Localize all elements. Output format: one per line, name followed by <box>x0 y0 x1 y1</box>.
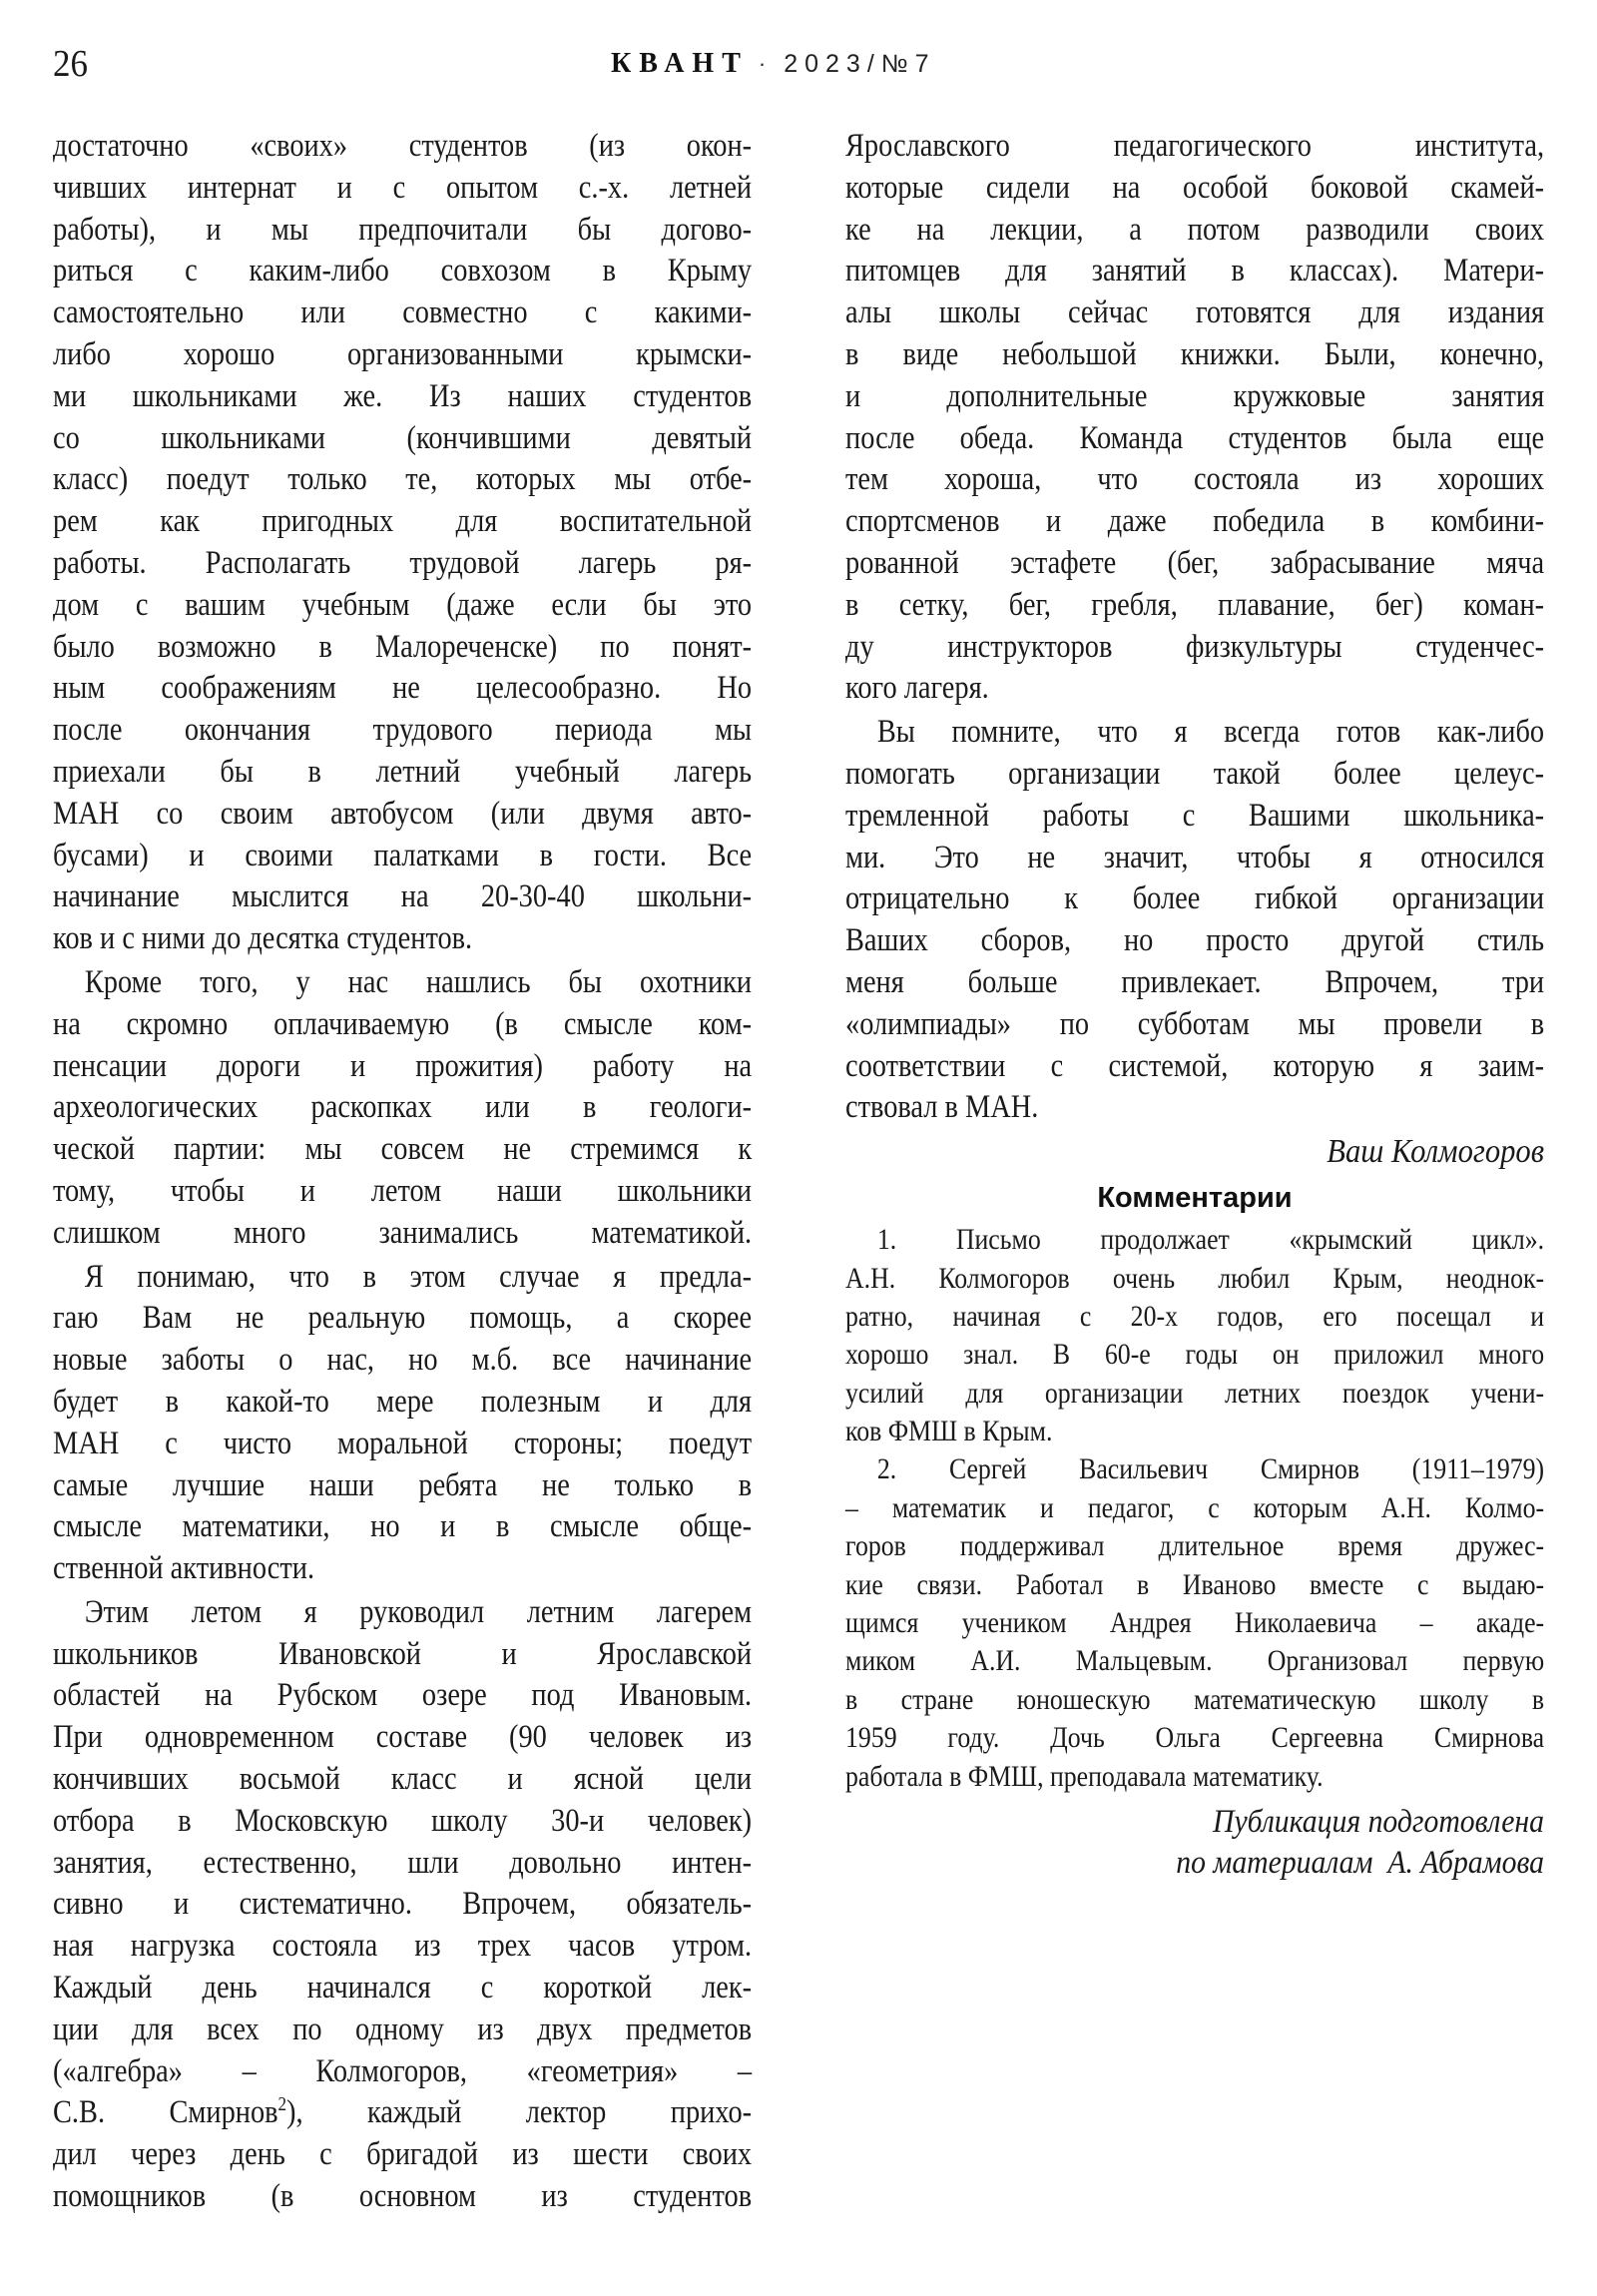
text-line: риться с каким-либо совхозом в Крыму <box>53 253 753 289</box>
text-line: слишком много занимались математикой. <box>53 1214 753 1251</box>
text-line: либо хорошо организованными крымски- <box>53 335 753 372</box>
note-line: 1959 году. Дочь Ольга Сергеевна Смирнова <box>845 1721 1545 1755</box>
publication-credit-line-1: Публикация подготовлена <box>1213 1803 1544 1840</box>
text-line: Я понимаю, что в этом случае я предла- <box>84 1258 753 1295</box>
text-line: ным соображениям не целесообразно. Но <box>53 670 753 707</box>
text-line: тремленной работы с Вашими школьника- <box>845 797 1545 834</box>
note-line: ков ФМШ в Крым. <box>845 1415 1053 1448</box>
text-line: Этим летом я руководил летним лагерем <box>84 1593 753 1630</box>
text-line: достаточно «своих» студентов (из окон- <box>53 128 753 164</box>
left-column <box>53 126 752 2218</box>
text-line: приехали бы в летний учебный лагерь <box>53 753 753 790</box>
text-line: класс) поедут только те, которых мы отбе- <box>53 461 753 498</box>
text-line: со школьниками (кончившими девятый <box>53 419 753 456</box>
text-line: ми. Это не значит, чтобы я относился <box>845 839 1545 875</box>
text-line: МАН со своим автобусом (или двумя авто- <box>53 795 753 832</box>
text-line: рованной эстафете (бег, забрасывание мяча <box>845 544 1545 581</box>
text-line: было возможно в Малореченске) по понят- <box>53 628 753 665</box>
text-line: сивно и систематично. Впрочем, обязатель- <box>53 1886 753 1923</box>
paragraph <box>53 1257 752 1590</box>
paragraph <box>53 126 752 960</box>
comment-note-1 <box>845 1221 1544 1450</box>
text-line: областей на Рубском озере под Ивановым. <box>53 1677 753 1714</box>
text-line: самостоятельно или совместно с какими- <box>53 294 753 331</box>
footnote-ref-line <box>53 2092 752 2134</box>
text-line: кого лагеря. <box>845 670 989 707</box>
text-line: Кроме того, у нас нашлись бы охотники <box>84 963 753 1000</box>
text-line: чивших интернат и с опытом с.-х. летней <box>53 169 753 206</box>
comments-heading: Комментарии <box>1097 1182 1293 1215</box>
text-line: будет в какой-то мере полезным и для <box>53 1383 753 1420</box>
text-line: отбора в Московскую школу 30-и человек) <box>53 1802 753 1839</box>
text-line: дом с вашим учебным (даже если бы это <box>53 586 753 623</box>
paragraph <box>845 712 1544 1129</box>
text-line: и дополнительные кружковые занятия <box>845 377 1545 414</box>
page-number: 26 <box>53 43 88 85</box>
note-line: хорошо знал. В 60-е годы он приложил много <box>845 1338 1545 1372</box>
text-line: рем как пригодных для воспитательной <box>53 503 753 540</box>
note-line: – математик и педагог, с которым А.Н. Колмо- <box>845 1490 1545 1524</box>
note-line: в стране юношескую математическую школу в <box>845 1682 1545 1716</box>
note-line: ратно, начиная с 20-х годов, его посещал и <box>845 1299 1545 1333</box>
text-line: меня больше привлекает. Впрочем, три <box>845 963 1545 1000</box>
note-line: 1. Письмо продолжает «крымский цикл». <box>876 1223 1545 1257</box>
publication-credit-line-2: по материалам А. Абрамова <box>1176 1844 1544 1881</box>
note-line: 2. Сергей Васильевич Смирнов (1911–1979) <box>876 1452 1545 1486</box>
text-line: ственной активности. <box>53 1550 315 1587</box>
text-line: школьников Ивановской и Ярославской <box>53 1635 753 1672</box>
text-line: новые заботы о нас, но м.б. все начинание <box>53 1342 753 1379</box>
text-line: ции для всех по одному из двух предметов <box>53 2010 753 2047</box>
text-line: бусами) и своими палатками в гости. Все <box>53 837 753 873</box>
text-line: спортсменов и даже победила в комбини- <box>845 503 1545 540</box>
text-line: ми школьниками же. Из наших студентов <box>53 377 753 414</box>
journal-title: КВАНТ <box>611 48 749 79</box>
text-fragment: ), каждый лектор прихо- <box>286 2094 753 2131</box>
footnote-marker-2[interactable]: 2 <box>277 2093 287 2116</box>
comment-note-2 <box>845 1450 1544 1796</box>
text-line: Ярославского педагогического института, <box>845 128 1545 164</box>
text-line: в сетку, бег, гребля, плавание, бег) коман- <box>845 586 1545 623</box>
text-line: после окончания трудового периода мы <box>53 712 753 749</box>
text-line: работы), и мы предпочитали бы догово- <box>53 211 753 248</box>
text-fragment: С.В. Смирнов <box>53 2094 278 2131</box>
note-line: щимся учеником Андрея Николаевича – акаде- <box>845 1606 1545 1640</box>
text-line: ствовал в МАН. <box>845 1089 1039 1126</box>
text-line: гаю Вам не реальную помощь, а скорее <box>53 1300 753 1337</box>
header-separator: · <box>758 51 767 76</box>
note-line: А.Н. Колмогоров очень любил Крым, неоднок- <box>845 1261 1545 1295</box>
text-line: в виде небольшой книжки. Были, конечно, <box>845 335 1545 372</box>
text-line: занятия, естественно, шли довольно интен- <box>53 1844 753 1881</box>
text-line: Вы помните, что я всегда готов как-либо <box>876 714 1545 751</box>
text-line: самые лучшие наши ребята не только в <box>53 1466 753 1503</box>
text-line: питомцев для занятий в классах). Матери- <box>845 253 1545 289</box>
text-line: МАН с чисто моральной стороны; поедут <box>53 1425 753 1461</box>
text-line: пенсации дороги и прожития) работу на <box>53 1047 753 1084</box>
letter-signature: Ваш Колмогоров <box>1327 1133 1544 1171</box>
text-line: алы школы сейчас готовятся для издания <box>845 294 1545 331</box>
paragraph <box>53 962 752 1255</box>
note-line: работала в ФМШ, преподавала математику. <box>845 1759 1324 1793</box>
text-line: тем хороша, что состояла из хороших <box>845 461 1545 498</box>
text-line: ке на лекции, а потом разводили своих <box>845 211 1545 248</box>
running-head <box>611 46 936 82</box>
text-line: ная нагрузка состояла из трех часов утром. <box>53 1928 753 1965</box>
text-line: отрицательно к более гибкой организации <box>845 880 1545 917</box>
note-line: кие связи. Работал в Иваново вместе с выдаю- <box>845 1567 1545 1601</box>
text-line: смысле математики, но и в смысле обще- <box>53 1508 753 1545</box>
text-line: При одновременном составе (90 человек из <box>53 1719 753 1756</box>
right-column <box>845 126 1544 1884</box>
paragraph <box>845 126 1544 710</box>
text-line: дил через день с бригадой из шести своих <box>53 2136 753 2173</box>
note-line: горов поддерживал длительное время дружес- <box>845 1529 1545 1563</box>
text-line: («алгебра» – Колмогоров, «геометрия» – <box>53 2052 753 2089</box>
text-line: соответствии с системой, которую я заим- <box>845 1047 1545 1084</box>
text-line: ду инструкторов физкультуры студенчес- <box>845 628 1545 665</box>
text-line: на скромно оплачиваемую (в смысле ком- <box>53 1005 753 1042</box>
note-line: миком А.И. Мальцевым. Организовал первую <box>845 1644 1545 1678</box>
note-line: усилий для организации летних поездок учени- <box>845 1376 1545 1410</box>
text-line: Каждый день начинался с короткой лек- <box>53 1970 753 2007</box>
text-line: ков и с ними до десятка студентов. <box>53 920 473 957</box>
text-line: Ваших сборов, но просто другой стиль <box>845 922 1545 959</box>
text-line: после обеда. Команда студентов была еще <box>845 419 1545 456</box>
text-line: помощников (в основном из студентов <box>53 2178 753 2215</box>
text-line: работы. Располагать трудовой лагерь ря- <box>53 544 753 581</box>
issue-number: 2023/№7 <box>784 49 936 78</box>
text-line: помогать организации такой более целеус- <box>845 755 1545 792</box>
text-line: начинание мыслится на 20-30-40 школьни- <box>53 878 753 915</box>
text-line: кончивших восьмой класс и ясной цели <box>53 1761 753 1798</box>
text-line: ческой партии: мы совсем не стремимся к <box>53 1131 753 1168</box>
text-line: «олимпиады» по субботам мы провели в <box>845 1005 1545 1042</box>
paragraph <box>53 1592 752 2218</box>
text-line: археологических раскопках или в геологи- <box>53 1089 753 1126</box>
text-line: которые сидели на особой боковой скамей- <box>845 169 1545 206</box>
text-line: тому, чтобы и летом наши школьники <box>53 1172 753 1209</box>
